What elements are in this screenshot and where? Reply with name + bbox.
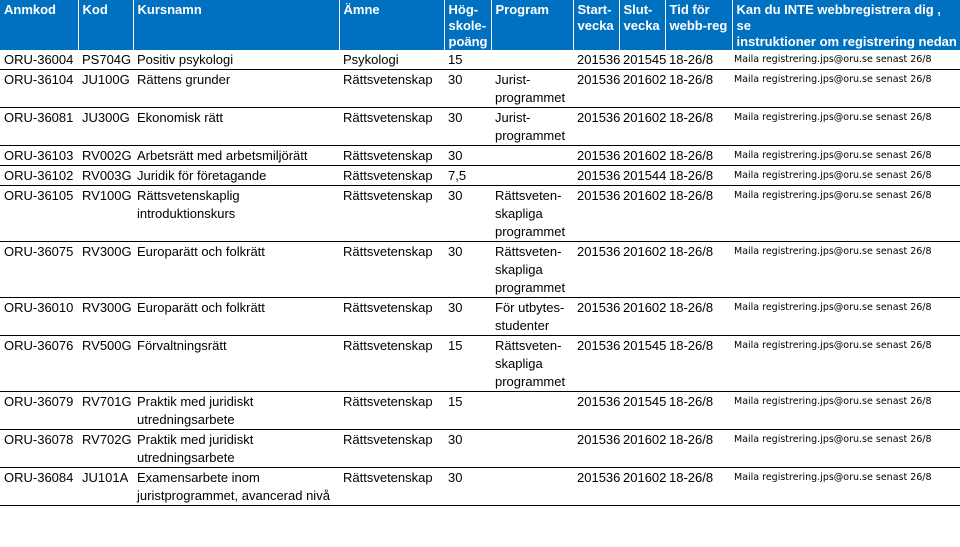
cell-hogskolepoang: 30: [444, 70, 491, 108]
table-row: [0, 430, 960, 468]
header-hogskolepoang: Hög- skole- poäng: [444, 0, 491, 50]
table-row: [0, 70, 960, 108]
header-anmkod: Anmkod: [0, 0, 78, 50]
cell-kod: RV702G: [78, 430, 133, 468]
cell-program: För utbytes- studenter: [491, 298, 573, 336]
cell-amne: Rättsvetenskap: [339, 70, 444, 108]
cell-tid-webbreg: 18-26/8: [665, 468, 732, 506]
table-row: [0, 50, 960, 70]
cell-instruktioner: Maila registrering.jps@oru.se senast 26/8: [732, 70, 960, 108]
cell-kursnamn: Positiv psykologi: [133, 50, 339, 70]
cell-amne: Rättsvetenskap: [339, 146, 444, 166]
cell-hogskolepoang: 30: [444, 186, 491, 242]
cell-anmkod: ORU-36104: [0, 70, 78, 108]
table-row: [0, 186, 960, 242]
cell-tid-webbreg: 18-26/8: [665, 50, 732, 70]
cell-startvecka: 201536: [573, 70, 619, 108]
cell-anmkod: ORU-36076: [0, 336, 78, 392]
cell-hogskolepoang: 30: [444, 108, 491, 146]
cell-hogskolepoang: 30: [444, 468, 491, 506]
cell-anmkod: ORU-36084: [0, 468, 78, 506]
cell-program: [491, 50, 573, 70]
header-program: Program: [491, 0, 573, 50]
cell-hogskolepoang: 30: [444, 430, 491, 468]
cell-anmkod: ORU-36010: [0, 298, 78, 336]
cell-startvecka: 201536: [573, 146, 619, 166]
cell-slutvecka: 201545: [619, 50, 665, 70]
cell-kursnamn: Juridik för företagande: [133, 166, 339, 186]
cell-kod: RV003G: [78, 166, 133, 186]
cell-kod: RV100G: [78, 186, 133, 242]
cell-instruktioner: Maila registrering.jps@oru.se senast 26/8: [732, 430, 960, 468]
cell-kursnamn: Europarätt och folkrätt: [133, 242, 339, 298]
header-tid-webbreg: Tid för webb-reg: [665, 0, 732, 50]
cell-kursnamn: Praktik med juridiskt utredningsarbete: [133, 430, 339, 468]
cell-instruktioner: Maila registrering.jps@oru.se senast 26/8: [732, 298, 960, 336]
cell-hogskolepoang: 15: [444, 336, 491, 392]
cell-instruktioner: Maila registrering.jps@oru.se senast 26/8: [732, 468, 960, 506]
cell-slutvecka: 201602: [619, 430, 665, 468]
cell-anmkod: ORU-36081: [0, 108, 78, 146]
cell-slutvecka: 201602: [619, 186, 665, 242]
cell-tid-webbreg: 18-26/8: [665, 186, 732, 242]
table-row: [0, 298, 960, 336]
cell-tid-webbreg: 18-26/8: [665, 108, 732, 146]
cell-tid-webbreg: 18-26/8: [665, 336, 732, 392]
cell-program: [491, 468, 573, 506]
cell-startvecka: 201536: [573, 430, 619, 468]
cell-tid-webbreg: 18-26/8: [665, 242, 732, 298]
cell-startvecka: 201536: [573, 166, 619, 186]
cell-kursnamn: Rättens grunder: [133, 70, 339, 108]
cell-kod: RV701G: [78, 392, 133, 430]
cell-kursnamn: Rättsvetenskaplig introduktionskurs: [133, 186, 339, 242]
cell-amne: Rättsvetenskap: [339, 298, 444, 336]
cell-slutvecka: 201602: [619, 70, 665, 108]
cell-kursnamn: Europarätt och folkrätt: [133, 298, 339, 336]
cell-startvecka: 201536: [573, 50, 619, 70]
cell-amne: Rättsvetenskap: [339, 392, 444, 430]
cell-startvecka: 201536: [573, 108, 619, 146]
cell-slutvecka: 201602: [619, 108, 665, 146]
cell-program: Jurist- programmet: [491, 70, 573, 108]
cell-kod: RV500G: [78, 336, 133, 392]
cell-tid-webbreg: 18-26/8: [665, 166, 732, 186]
cell-slutvecka: 201602: [619, 242, 665, 298]
cell-startvecka: 201536: [573, 336, 619, 392]
cell-hogskolepoang: 30: [444, 242, 491, 298]
cell-instruktioner: Maila registrering.jps@oru.se senast 26/8: [732, 186, 960, 242]
cell-hogskolepoang: 30: [444, 146, 491, 166]
cell-program: Rättsveten- skapliga programmet: [491, 336, 573, 392]
table-row: [0, 108, 960, 146]
cell-kod: JU100G: [78, 70, 133, 108]
cell-startvecka: 201536: [573, 242, 619, 298]
cell-kursnamn: Examensarbete inom juristprogrammet, avancerad nivå: [133, 468, 339, 506]
cell-anmkod: ORU-36078: [0, 430, 78, 468]
cell-slutvecka: 201602: [619, 146, 665, 166]
header-startvecka: Start- vecka: [573, 0, 619, 50]
cell-anmkod: ORU-36103: [0, 146, 78, 166]
cell-slutvecka: 201602: [619, 298, 665, 336]
cell-kursnamn: Förvaltningsrätt: [133, 336, 339, 392]
cell-kod: PS704G: [78, 50, 133, 70]
cell-hogskolepoang: 7,5: [444, 166, 491, 186]
cell-amne: Psykologi: [339, 50, 444, 70]
cell-hogskolepoang: 15: [444, 50, 491, 70]
cell-kursnamn: Praktik med juridiskt utredningsarbete: [133, 392, 339, 430]
header-slutvecka: Slut- vecka: [619, 0, 665, 50]
cell-startvecka: 201536: [573, 298, 619, 336]
header-amne: Ämne: [339, 0, 444, 50]
cell-amne: Rättsvetenskap: [339, 186, 444, 242]
cell-program: Jurist- programmet: [491, 108, 573, 146]
cell-hogskolepoang: 15: [444, 392, 491, 430]
cell-startvecka: 201536: [573, 186, 619, 242]
cell-program: [491, 146, 573, 166]
cell-amne: Rättsvetenskap: [339, 430, 444, 468]
cell-kod: RV002G: [78, 146, 133, 166]
table-row: [0, 146, 960, 166]
cell-anmkod: ORU-36079: [0, 392, 78, 430]
cell-slutvecka: 201602: [619, 468, 665, 506]
cell-amne: Rättsvetenskap: [339, 166, 444, 186]
header-instruktioner: Kan du INTE webbregistrera dig , se instruktioner om registrering nedan: [732, 0, 960, 50]
table-row: [0, 166, 960, 186]
cell-startvecka: 201536: [573, 468, 619, 506]
cell-program: [491, 392, 573, 430]
cell-instruktioner: Maila registrering.jps@oru.se senast 26/8: [732, 242, 960, 298]
table-row: [0, 392, 960, 430]
table-row: [0, 336, 960, 392]
cell-slutvecka: 201544: [619, 166, 665, 186]
cell-amne: Rättsvetenskap: [339, 468, 444, 506]
cell-instruktioner: Maila registrering.jps@oru.se senast 26/8: [732, 50, 960, 70]
cell-kod: RV300G: [78, 242, 133, 298]
header-row: [0, 0, 960, 50]
cell-slutvecka: 201545: [619, 392, 665, 430]
cell-program: Rättsveten- skapliga programmet: [491, 186, 573, 242]
cell-tid-webbreg: 18-26/8: [665, 430, 732, 468]
cell-instruktioner: Maila registrering.jps@oru.se senast 26/8: [732, 166, 960, 186]
cell-anmkod: ORU-36004: [0, 50, 78, 70]
cell-kursnamn: Ekonomisk rätt: [133, 108, 339, 146]
cell-kod: RV300G: [78, 298, 133, 336]
table-row: [0, 242, 960, 298]
cell-kod: JU300G: [78, 108, 133, 146]
cell-kod: JU101A: [78, 468, 133, 506]
cell-instruktioner: Maila registrering.jps@oru.se senast 26/8: [732, 108, 960, 146]
cell-tid-webbreg: 18-26/8: [665, 298, 732, 336]
header-kursnamn: Kursnamn: [133, 0, 339, 50]
cell-anmkod: ORU-36075: [0, 242, 78, 298]
cell-hogskolepoang: 30: [444, 298, 491, 336]
cell-program: [491, 166, 573, 186]
cell-instruktioner: Maila registrering.jps@oru.se senast 26/8: [732, 392, 960, 430]
cell-amne: Rättsvetenskap: [339, 336, 444, 392]
cell-tid-webbreg: 18-26/8: [665, 70, 732, 108]
cell-kursnamn: Arbetsrätt med arbetsmiljörätt: [133, 146, 339, 166]
cell-tid-webbreg: 18-26/8: [665, 392, 732, 430]
table-row: [0, 468, 960, 506]
cell-slutvecka: 201545: [619, 336, 665, 392]
header-kod: Kod: [78, 0, 133, 50]
cell-anmkod: ORU-36102: [0, 166, 78, 186]
cell-instruktioner: Maila registrering.jps@oru.se senast 26/8: [732, 146, 960, 166]
cell-program: [491, 430, 573, 468]
cell-tid-webbreg: 18-26/8: [665, 146, 732, 166]
cell-instruktioner: Maila registrering.jps@oru.se senast 26/8: [732, 336, 960, 392]
cell-amne: Rättsvetenskap: [339, 108, 444, 146]
cell-amne: Rättsvetenskap: [339, 242, 444, 298]
cell-startvecka: 201536: [573, 392, 619, 430]
cell-program: Rättsveten- skapliga programmet: [491, 242, 573, 298]
cell-anmkod: ORU-36105: [0, 186, 78, 242]
